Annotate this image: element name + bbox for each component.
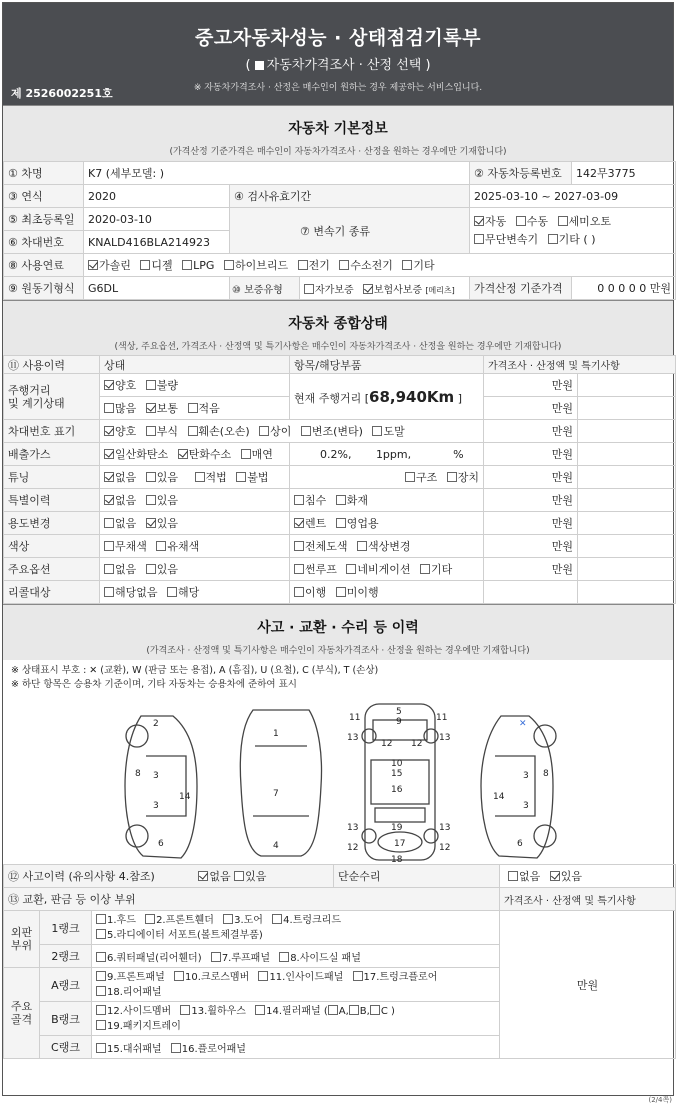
diagram-label-3d: 3 bbox=[523, 801, 529, 811]
accident-table: ⑫ 사고이력 (유의사항 4.참조) 없음 있음 단순수리 없음 있음 ⑬ 교환, 판금 등 이상 부위 가격조사 · 산정액 및 특기사항 외판 부위 1랭크 1.후드 2.프론트휀더 3.도어 4.트렁크리드 5.라디에이터 서포트(볼트체결부품) 만원 2랭크 6.쿼터패널(리어휀더) 7.루프패널 8.사이드실 패널 주요 골격 A랭크 9.프론트패널 10.크로스멤버 11.인사이드패널 17.트렁크플로어 18.리어패널 B랭크 12.사이드멤버 13.휠하우스 14.필러패널 ( A, B, C ) 19.패키지트레이 C랭크 15.대쉬패널 16.플로어패널 bbox=[3, 864, 676, 1059]
header-note: ※ 자동차가격조사 · 산정은 매수인이 원하는 경우 제공하는 서비스입니다. bbox=[193, 83, 483, 93]
checkbox-floor-panel[interactable] bbox=[171, 1043, 181, 1053]
mileage-label: 주행거리 및 계기상태 bbox=[4, 374, 100, 420]
inspection-record bbox=[2, 2, 674, 1096]
checkbox-mileage-many[interactable] bbox=[104, 403, 114, 413]
checkbox-mileage-few[interactable] bbox=[188, 403, 198, 413]
checkbox-smoke[interactable] bbox=[241, 449, 251, 459]
outer-panel-label: 외판 부위 bbox=[4, 911, 40, 968]
checkbox-lpg[interactable] bbox=[182, 260, 192, 270]
color-label: 색상 bbox=[4, 535, 100, 558]
emission-label: 배출가스 bbox=[4, 443, 100, 466]
right-side-outline bbox=[481, 716, 553, 858]
special-label: 특별이력 bbox=[4, 489, 100, 512]
reg-number-label: ② 자동차등록번호 bbox=[470, 162, 572, 185]
checkbox-inside-panel[interactable] bbox=[258, 971, 268, 981]
diagram-label-6b: 6 bbox=[517, 839, 523, 849]
options-label: 주요옵션 bbox=[4, 558, 100, 581]
basic-info-note: (가격산정 기준가격은 매수인이 자동차가격조사 · 산정을 원하는 경우에만 기재합니다) bbox=[169, 147, 507, 157]
page-title: 중고자동차성능 · 상태점검기록부 bbox=[195, 27, 481, 49]
checkbox-pillar-panel[interactable] bbox=[255, 1005, 265, 1015]
overall-title: 자동차 종합상태 bbox=[288, 316, 388, 332]
tuning-label: 튜닝 bbox=[4, 466, 100, 489]
checkbox-opt-other[interactable] bbox=[420, 564, 430, 574]
checkbox-cross-member[interactable] bbox=[174, 971, 184, 981]
checkbox-vin-damage[interactable] bbox=[188, 426, 198, 436]
checkbox-tuning-device[interactable] bbox=[447, 472, 457, 482]
price-head: 가격조사 · 산정액 및 특기사항 bbox=[484, 356, 676, 374]
checkbox-co[interactable] bbox=[104, 449, 114, 459]
accident-title: 사고 · 교환 · 수리 등 이력 bbox=[257, 620, 419, 636]
car-diagram bbox=[3, 696, 673, 864]
checkbox-fuel-other[interactable] bbox=[402, 260, 412, 270]
diagram-label-11b: 11 bbox=[436, 713, 448, 723]
car-name-value: K7 (세부모델: ) bbox=[84, 162, 470, 185]
history-head: ⑪ 사용이력 bbox=[4, 356, 100, 374]
checkbox-vin-diff[interactable] bbox=[259, 426, 269, 436]
diagram-label-3c: 3 bbox=[523, 771, 529, 781]
checkbox-options-none[interactable] bbox=[104, 564, 114, 574]
checkbox-mileage-normal[interactable] bbox=[146, 403, 156, 413]
overall-table: ⑪ 사용이력 상태 항목/해당부품 가격조사 · 산정액 및 특기사항 주행거리 및 계기상태 양호 불량 현재 주행거리 [68,940Km ] 만원 많음 보통 적음 만원 차대번호 표기 양호 부식 훼손(오손) 상이 변조(변타) 도말 만원 배출가스 일산화탄소 탄화수소 매연 0.2%, 1ppm, % 만원 튜닝 없음 있음 적법 불법 구조 장치 만원 특별이력 없음 있음 침수 화재 만원 용도변경 없음 있음 렌트 영업용 만원 색상 무채색 유채색 전체도색 색상변경 만원 주요옵션 없음 있음 썬루프 네비게이션 기타 만원 리콜대상 해당없음 해당 이행 미이행 bbox=[3, 355, 676, 604]
diagram-label-7: 7 bbox=[273, 789, 279, 799]
checkbox-sunroof[interactable] bbox=[294, 564, 304, 574]
car-diagram-svg bbox=[3, 696, 673, 864]
diagram-label-12b: 12 bbox=[411, 739, 423, 749]
diagram-label-13b: 13 bbox=[439, 733, 451, 743]
overall-header bbox=[3, 300, 673, 355]
diagram-label-14: 14 bbox=[179, 792, 191, 802]
base-price-value: 0 0 0 0 0 만원 bbox=[572, 277, 676, 300]
transmission-options: 자동 수동 세미오토 무단변속기 기타 ( ) bbox=[470, 208, 676, 254]
checkbox-usage-exist[interactable] bbox=[146, 518, 156, 528]
diagram-mark-exchange: ✕ bbox=[519, 719, 527, 729]
accident-note: (가격조사 · 산정액 및 특기사항은 매수인이 자동차가격조사 · 산정을 원하는 경우에만 기재합니다) bbox=[146, 646, 530, 656]
status-legend: ※ 상태표시 부호 : ✕ (교환), W (판금 또는 용접), A (흠집), U (요철), C (부식), T (손상) ※ 하단 항목은 승용차 기준이며, 기타 자동차는 승용차에 준하여 표시 bbox=[11, 665, 379, 690]
status-head: 상태 bbox=[100, 356, 290, 374]
mileage-value: 68,940Km bbox=[369, 387, 455, 406]
warranty-label: ⑩ 보증유형 bbox=[230, 277, 300, 300]
item-head: 항목/해당부품 bbox=[290, 356, 484, 374]
reg-number-value: 142무3775 bbox=[572, 162, 676, 185]
vin-mark-label: 차대번호 표기 bbox=[4, 420, 100, 443]
diagram-label-8b: 8 bbox=[543, 769, 549, 779]
checkbox-door[interactable] bbox=[223, 914, 233, 924]
checkbox-package-tray[interactable] bbox=[96, 1020, 106, 1030]
fuel-options: 가솔린 디젤 LPG 하이브리드 전기 수소전기 기타 bbox=[84, 254, 676, 277]
basic-info-table bbox=[3, 161, 676, 300]
car-name-label: ① 차명 bbox=[4, 162, 84, 185]
diagram-label-15: 15 bbox=[391, 769, 403, 779]
checkbox-recall-done[interactable] bbox=[294, 587, 304, 597]
checkbox-trunk-lid[interactable] bbox=[272, 914, 282, 924]
checkbox-trunk-floor[interactable] bbox=[353, 971, 363, 981]
engine-value: G6DL bbox=[84, 277, 230, 300]
accident-header bbox=[3, 604, 673, 660]
checkbox-color-change[interactable] bbox=[357, 541, 367, 551]
left-rear-wheel bbox=[126, 825, 148, 847]
top-view-outline bbox=[240, 710, 321, 856]
transmission-label: ⑦ 변속기 종류 bbox=[230, 208, 470, 254]
rank-a-label: A랭크 bbox=[40, 968, 92, 1002]
first-reg-label: ⑤ 최초등록일 bbox=[4, 208, 84, 231]
parts-price-value: 만원 bbox=[500, 911, 676, 1059]
checkbox-hydrogen[interactable] bbox=[339, 260, 349, 270]
diagram-label-3b: 3 bbox=[153, 801, 159, 811]
diagram-label-13a: 13 bbox=[347, 733, 359, 743]
checkbox-accident-none[interactable] bbox=[198, 871, 208, 881]
document-number: 제 2526002251호 bbox=[11, 87, 113, 100]
left-front-wheel bbox=[126, 725, 148, 747]
checkbox-recall-not[interactable] bbox=[336, 587, 346, 597]
checkbox-achromatic[interactable] bbox=[104, 541, 114, 551]
vin-value: KNALD416BLA214923 bbox=[84, 231, 230, 254]
mileage-readout: 현재 주행거리 [68,940Km ] bbox=[290, 374, 484, 420]
checkbox-accident-exist[interactable] bbox=[234, 871, 244, 881]
checkbox-trans-other[interactable] bbox=[548, 234, 558, 244]
checkbox-pillar-c[interactable] bbox=[370, 1005, 380, 1015]
rank-2-label: 2랭크 bbox=[40, 945, 92, 968]
checkbox-recall-yes[interactable] bbox=[167, 587, 177, 597]
checkbox-front-fender[interactable] bbox=[145, 914, 155, 924]
diagram-label-19: 19 bbox=[391, 823, 403, 833]
inspection-period-label: ④ 검사유효기간 bbox=[230, 185, 470, 208]
diagram-label-17: 17 bbox=[394, 839, 406, 849]
main-frame-label: 주요 골격 bbox=[4, 968, 40, 1059]
diagram-label-13d: 13 bbox=[439, 823, 451, 833]
filled-square-icon bbox=[255, 61, 264, 70]
parts-label: ⑬ 교환, 판금 등 이상 부위 bbox=[4, 888, 500, 911]
checkbox-vin-corrode[interactable] bbox=[146, 426, 156, 436]
checkbox-electric[interactable] bbox=[298, 260, 308, 270]
diagram-label-12c: 12 bbox=[347, 843, 359, 853]
diagram-label-8: 8 bbox=[135, 769, 141, 779]
checkbox-tuning-exist[interactable] bbox=[146, 472, 156, 482]
diagram-label-12d: 12 bbox=[439, 843, 451, 853]
diagram-label-14b: 14 bbox=[493, 792, 505, 802]
checkbox-hybrid[interactable] bbox=[224, 260, 234, 270]
diagram-label-9: 9 bbox=[396, 717, 402, 727]
header bbox=[3, 3, 673, 105]
checkbox-manual[interactable] bbox=[516, 216, 526, 226]
checkbox-chromatic[interactable] bbox=[156, 541, 166, 551]
checkbox-usage-none[interactable] bbox=[104, 518, 114, 528]
checkbox-vin-alter[interactable] bbox=[301, 426, 311, 436]
checkbox-recall-na[interactable] bbox=[104, 587, 114, 597]
checkbox-tuning-structure[interactable] bbox=[405, 472, 415, 482]
checkbox-semi-auto[interactable] bbox=[558, 216, 568, 226]
checkbox-flood[interactable] bbox=[294, 495, 304, 505]
year-label: ③ 연식 bbox=[4, 185, 84, 208]
overall-note: (색상, 주요옵션, 가격조사 · 산정액 및 특기사항은 매수인이 자동차가격조사 · 산정을 원하는 경우에만 기재합니다) bbox=[114, 342, 562, 352]
checkbox-insurance-warranty[interactable] bbox=[363, 284, 373, 294]
checkbox-gasoline[interactable] bbox=[88, 260, 98, 270]
checkbox-special-exist[interactable] bbox=[146, 495, 156, 505]
diagram-label-4: 4 bbox=[273, 841, 279, 851]
checkbox-hood[interactable] bbox=[96, 914, 106, 924]
diagram-label-16: 16 bbox=[391, 785, 403, 795]
diagram-label-1: 1 bbox=[273, 729, 279, 739]
checkbox-mileage-bad[interactable] bbox=[146, 380, 156, 390]
usage-label: 용도변경 bbox=[4, 512, 100, 535]
checkbox-fire[interactable] bbox=[336, 495, 346, 505]
basic-info-title: 자동차 기본정보 bbox=[288, 121, 388, 137]
checkbox-options-exist[interactable] bbox=[146, 564, 156, 574]
first-reg-value: 2020-03-10 bbox=[84, 208, 230, 231]
engine-label: ⑨ 원동기형식 bbox=[4, 277, 84, 300]
diagram-label-12a: 12 bbox=[381, 739, 393, 749]
recall-label: 리콜대상 bbox=[4, 581, 100, 604]
rank-1-label: 1랭크 bbox=[40, 911, 92, 945]
basic-info-header bbox=[3, 105, 673, 161]
diagram-label-11a: 11 bbox=[349, 713, 361, 723]
checkbox-rent[interactable] bbox=[294, 518, 304, 528]
checkbox-auto[interactable] bbox=[474, 216, 484, 226]
emission-values: 0.2%, 1ppm, % bbox=[290, 443, 484, 466]
vin-label: ⑥ 차대번호 bbox=[4, 231, 84, 254]
diagram-label-5: 5 bbox=[396, 707, 402, 717]
parts-price-head: 가격조사 · 산정액 및 특기사항 bbox=[500, 888, 676, 911]
checkbox-simple-none[interactable] bbox=[508, 871, 518, 881]
warranty-options: 자가보증 보험사보증 [메리츠] bbox=[300, 277, 470, 300]
diagram-label-6: 6 bbox=[158, 839, 164, 849]
checkbox-quarter-panel[interactable] bbox=[96, 952, 106, 962]
inspection-period-value: 2025-03-10 ~ 2027-03-09 bbox=[470, 185, 676, 208]
checkbox-business[interactable] bbox=[336, 518, 346, 528]
diagram-label-18: 18 bbox=[391, 855, 403, 864]
checkbox-pillar-b[interactable] bbox=[349, 1005, 359, 1015]
checkbox-vin-stolen[interactable] bbox=[372, 426, 382, 436]
fuel-label: ⑧ 사용연료 bbox=[4, 254, 84, 277]
base-price-label: 가격산정 기준가격 bbox=[470, 277, 572, 300]
checkbox-side-sill[interactable] bbox=[279, 952, 289, 962]
diagram-label-13c: 13 bbox=[347, 823, 359, 833]
diagram-label-2: 2 bbox=[153, 719, 159, 729]
checkbox-mileage-good[interactable] bbox=[104, 380, 114, 390]
rank-b-label: B랭크 bbox=[40, 1002, 92, 1036]
subtitle: ( 자동차가격조사 · 산정 선택 ) bbox=[245, 58, 431, 73]
checkbox-full-paint[interactable] bbox=[294, 541, 304, 551]
checkbox-diesel[interactable] bbox=[140, 260, 150, 270]
checkbox-dash-panel[interactable] bbox=[96, 1043, 106, 1053]
checkbox-radiator-support[interactable] bbox=[96, 929, 106, 939]
checkbox-side-member[interactable] bbox=[96, 1005, 106, 1015]
year-value: 2020 bbox=[84, 185, 230, 208]
checkbox-tuning-illegal[interactable] bbox=[236, 472, 246, 482]
checkbox-roof-panel[interactable] bbox=[211, 952, 221, 962]
accident-label: ⑫ 사고이력 (유의사항 4.참조) 없음 있음 bbox=[4, 865, 334, 888]
checkbox-pillar-a[interactable] bbox=[328, 1005, 338, 1015]
right-front-wheel bbox=[534, 725, 556, 747]
page-number: (2/4쪽) bbox=[648, 1096, 672, 1104]
checkbox-vin-good[interactable] bbox=[104, 426, 114, 436]
diagram-label-10: 10 bbox=[391, 759, 403, 769]
rank-c-label: C랭크 bbox=[40, 1036, 92, 1059]
checkbox-tuning-none[interactable] bbox=[104, 472, 114, 482]
checkbox-cvt[interactable] bbox=[474, 234, 484, 244]
checkbox-simple-exist[interactable] bbox=[550, 871, 560, 881]
checkbox-self-warranty[interactable] bbox=[304, 284, 314, 294]
checkbox-special-none[interactable] bbox=[104, 495, 114, 505]
checkbox-tuning-legal[interactable] bbox=[195, 472, 205, 482]
simple-repair-label: 단순수리 bbox=[334, 865, 500, 888]
checkbox-hc[interactable] bbox=[178, 449, 188, 459]
checkbox-rear-panel[interactable] bbox=[96, 986, 106, 996]
checkbox-wheel-house[interactable] bbox=[180, 1005, 190, 1015]
checkbox-front-panel[interactable] bbox=[96, 971, 106, 981]
diagram-label-3: 3 bbox=[153, 771, 159, 781]
checkbox-navi[interactable] bbox=[346, 564, 356, 574]
